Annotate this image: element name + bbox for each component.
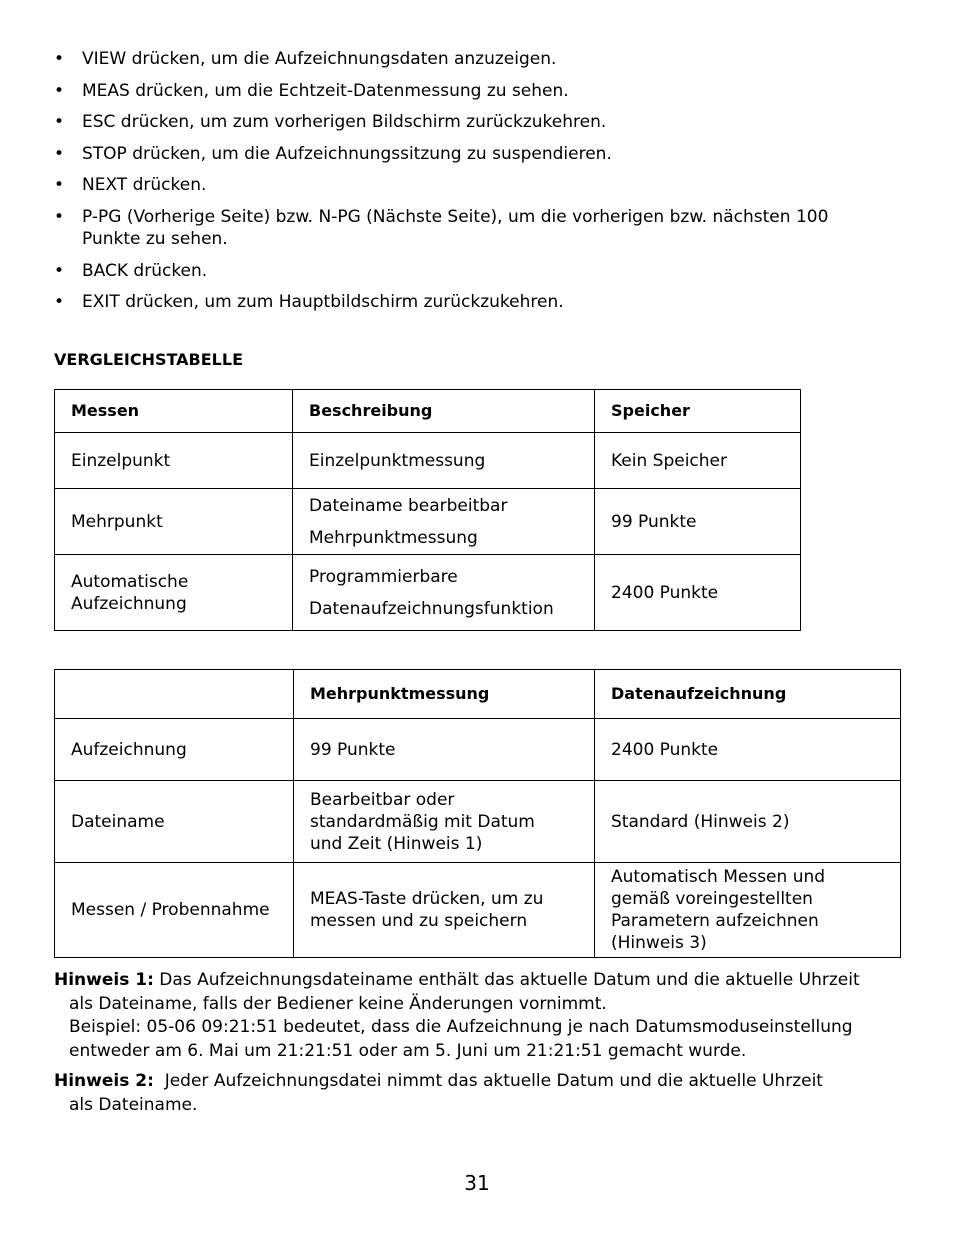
table-cell <box>595 433 801 489</box>
cell-text: gemäß voreingestellten <box>611 889 813 909</box>
list-item-text: NEXT drücken. <box>82 175 207 196</box>
cell-text: Parametern aufzeichnen <box>611 911 819 931</box>
table-header-cell <box>55 670 294 719</box>
cell-text: Messen / Probennahme <box>71 900 270 920</box>
table-cell <box>595 555 801 631</box>
note-1 <box>54 969 900 1063</box>
table-cell <box>55 489 293 555</box>
table-cell <box>55 555 293 631</box>
table-cell <box>294 863 595 958</box>
table-header-cell: Speicher <box>595 390 801 433</box>
table-cell <box>293 489 595 555</box>
cell-text: MEAS-Taste drücken, um zu <box>310 889 544 909</box>
bullet-icon: • <box>54 143 65 164</box>
list-item-text: VIEW drücken, um die Aufzeichnungsdaten anzuzeigen. <box>82 49 557 69</box>
cell-text: Einzelpunkt <box>71 450 171 471</box>
table-cell <box>55 863 294 958</box>
instruction-list <box>54 48 874 323</box>
cell-text: Automatische <box>71 571 189 592</box>
cell-text: Aufzeichnung <box>71 739 187 760</box>
cell-text: Mehrpunkt <box>71 511 163 532</box>
table-row <box>55 719 901 781</box>
cell-text: Standard (Hinweis 2) <box>611 811 790 832</box>
bullet-icon: • <box>54 260 65 281</box>
cell-text: Dateiname bearbeitbar <box>309 495 508 516</box>
page-number: 31 <box>464 1171 490 1195</box>
cell-text: Bearbeitbar oder <box>310 789 455 810</box>
table-row <box>55 433 801 489</box>
list-item <box>54 260 874 282</box>
note-text: Beispiel: 05-06 09:21:51 bedeutet, dass die Aufzeichnung je nach Datumsmoduseinstellung <box>69 1017 853 1037</box>
cell-text: 2400 Punkte <box>611 582 719 603</box>
cell-text: Datenaufzeichnungsfunktion <box>309 598 554 619</box>
note-text: Jeder Aufzeichnungsdatei nimmt das aktuelle Datum und die aktuelle Uhrzeit <box>153 1071 823 1091</box>
bullet-icon: • <box>54 112 65 133</box>
bullet-icon: • <box>54 80 65 101</box>
table-cell <box>55 781 294 863</box>
list-item <box>54 174 874 196</box>
table-header-row <box>55 670 901 719</box>
table-header-cell: Messen <box>55 390 293 433</box>
table-cell <box>293 555 595 631</box>
table-cell <box>55 719 294 781</box>
comparison-table-modes <box>54 389 801 631</box>
cell-text: (Hinweis 3) <box>611 933 707 953</box>
table-header-row <box>55 390 801 433</box>
table-header-cell: Mehrpunktmessung <box>294 670 595 719</box>
list-item-text: BACK drücken. <box>82 260 208 281</box>
cell-text: und Zeit (Hinweis 1) <box>310 833 483 854</box>
table-cell <box>595 489 801 555</box>
table-row <box>55 863 901 958</box>
cell-text: messen und zu speichern <box>310 911 528 931</box>
table-cell <box>55 433 293 489</box>
bullet-icon: • <box>54 49 65 69</box>
cell-text: Automatisch Messen und <box>611 867 826 887</box>
bullet-icon: • <box>54 292 65 313</box>
list-item-text: EXIT drücken, um zum Hauptbildschirm zurückzukehren. <box>82 292 564 313</box>
comparison-table-features <box>54 669 901 958</box>
table-cell <box>293 433 595 489</box>
table-header-cell: Beschreibung <box>293 390 595 433</box>
bullet-icon: • <box>54 175 65 196</box>
cell-text: Kein Speicher <box>611 450 727 471</box>
cell-text: Mehrpunktmessung <box>309 527 478 548</box>
list-item-text: ESC drücken, um zum vorherigen Bildschirm zurückzukehren. <box>82 112 607 133</box>
note-text: entweder am 6. Mai um 21:21:51 oder am 5. Juni um 21:21:51 gemacht wurde. <box>69 1040 747 1061</box>
table-row <box>55 489 801 555</box>
note-text: Das Aufzeichnungsdateiname enthält das aktuelle Datum und die aktuelle Uhrzeit <box>153 970 860 990</box>
table-cell <box>595 719 901 781</box>
cell-text: 99 Punkte <box>611 511 697 532</box>
list-item <box>54 143 874 165</box>
cell-text: Programmierbare <box>309 566 458 587</box>
list-item <box>54 48 874 70</box>
cell-text: Aufzeichnung <box>71 593 187 614</box>
table-cell <box>595 781 901 863</box>
list-item <box>54 111 874 133</box>
note-label: Hinweis 2: <box>54 1071 154 1091</box>
cell-text: Einzelpunktmessung <box>309 450 486 471</box>
notes-section <box>54 969 900 1124</box>
list-item-text: MEAS drücken, um die Echtzeit-Datenmessung zu sehen. <box>82 80 569 101</box>
note-2 <box>54 1070 900 1117</box>
table-row <box>55 555 801 631</box>
cell-text: Dateiname <box>71 811 165 832</box>
cell-text: 99 Punkte <box>310 739 396 760</box>
note-label: Hinweis 1: <box>54 970 154 990</box>
table-cell <box>294 781 595 863</box>
section-title: VERGLEICHSTABELLE <box>54 350 243 369</box>
table-header-cell: Datenaufzeichnung <box>595 670 901 719</box>
list-item <box>54 80 874 102</box>
list-item <box>54 206 874 250</box>
table-cell <box>595 863 901 958</box>
cell-text: standardmäßig mit Datum <box>310 811 535 832</box>
list-item-text: STOP drücken, um die Aufzeichnungssitzung zu suspendieren. <box>82 143 612 164</box>
table-cell <box>294 719 595 781</box>
table-row <box>55 781 901 863</box>
note-text: als Dateiname. <box>69 1094 198 1115</box>
note-text: als Dateiname, falls der Bediener keine Änderungen vornimmt. <box>69 993 607 1014</box>
cell-text: 2400 Punkte <box>611 739 719 760</box>
bullet-icon: • <box>54 206 65 227</box>
list-item <box>54 291 874 313</box>
list-item-text: P-PG (Vorherige Seite) bzw. N-PG (Nächste Seite), um die vorherigen bzw. nächsten 100 Punkte zu sehen. <box>82 206 829 249</box>
